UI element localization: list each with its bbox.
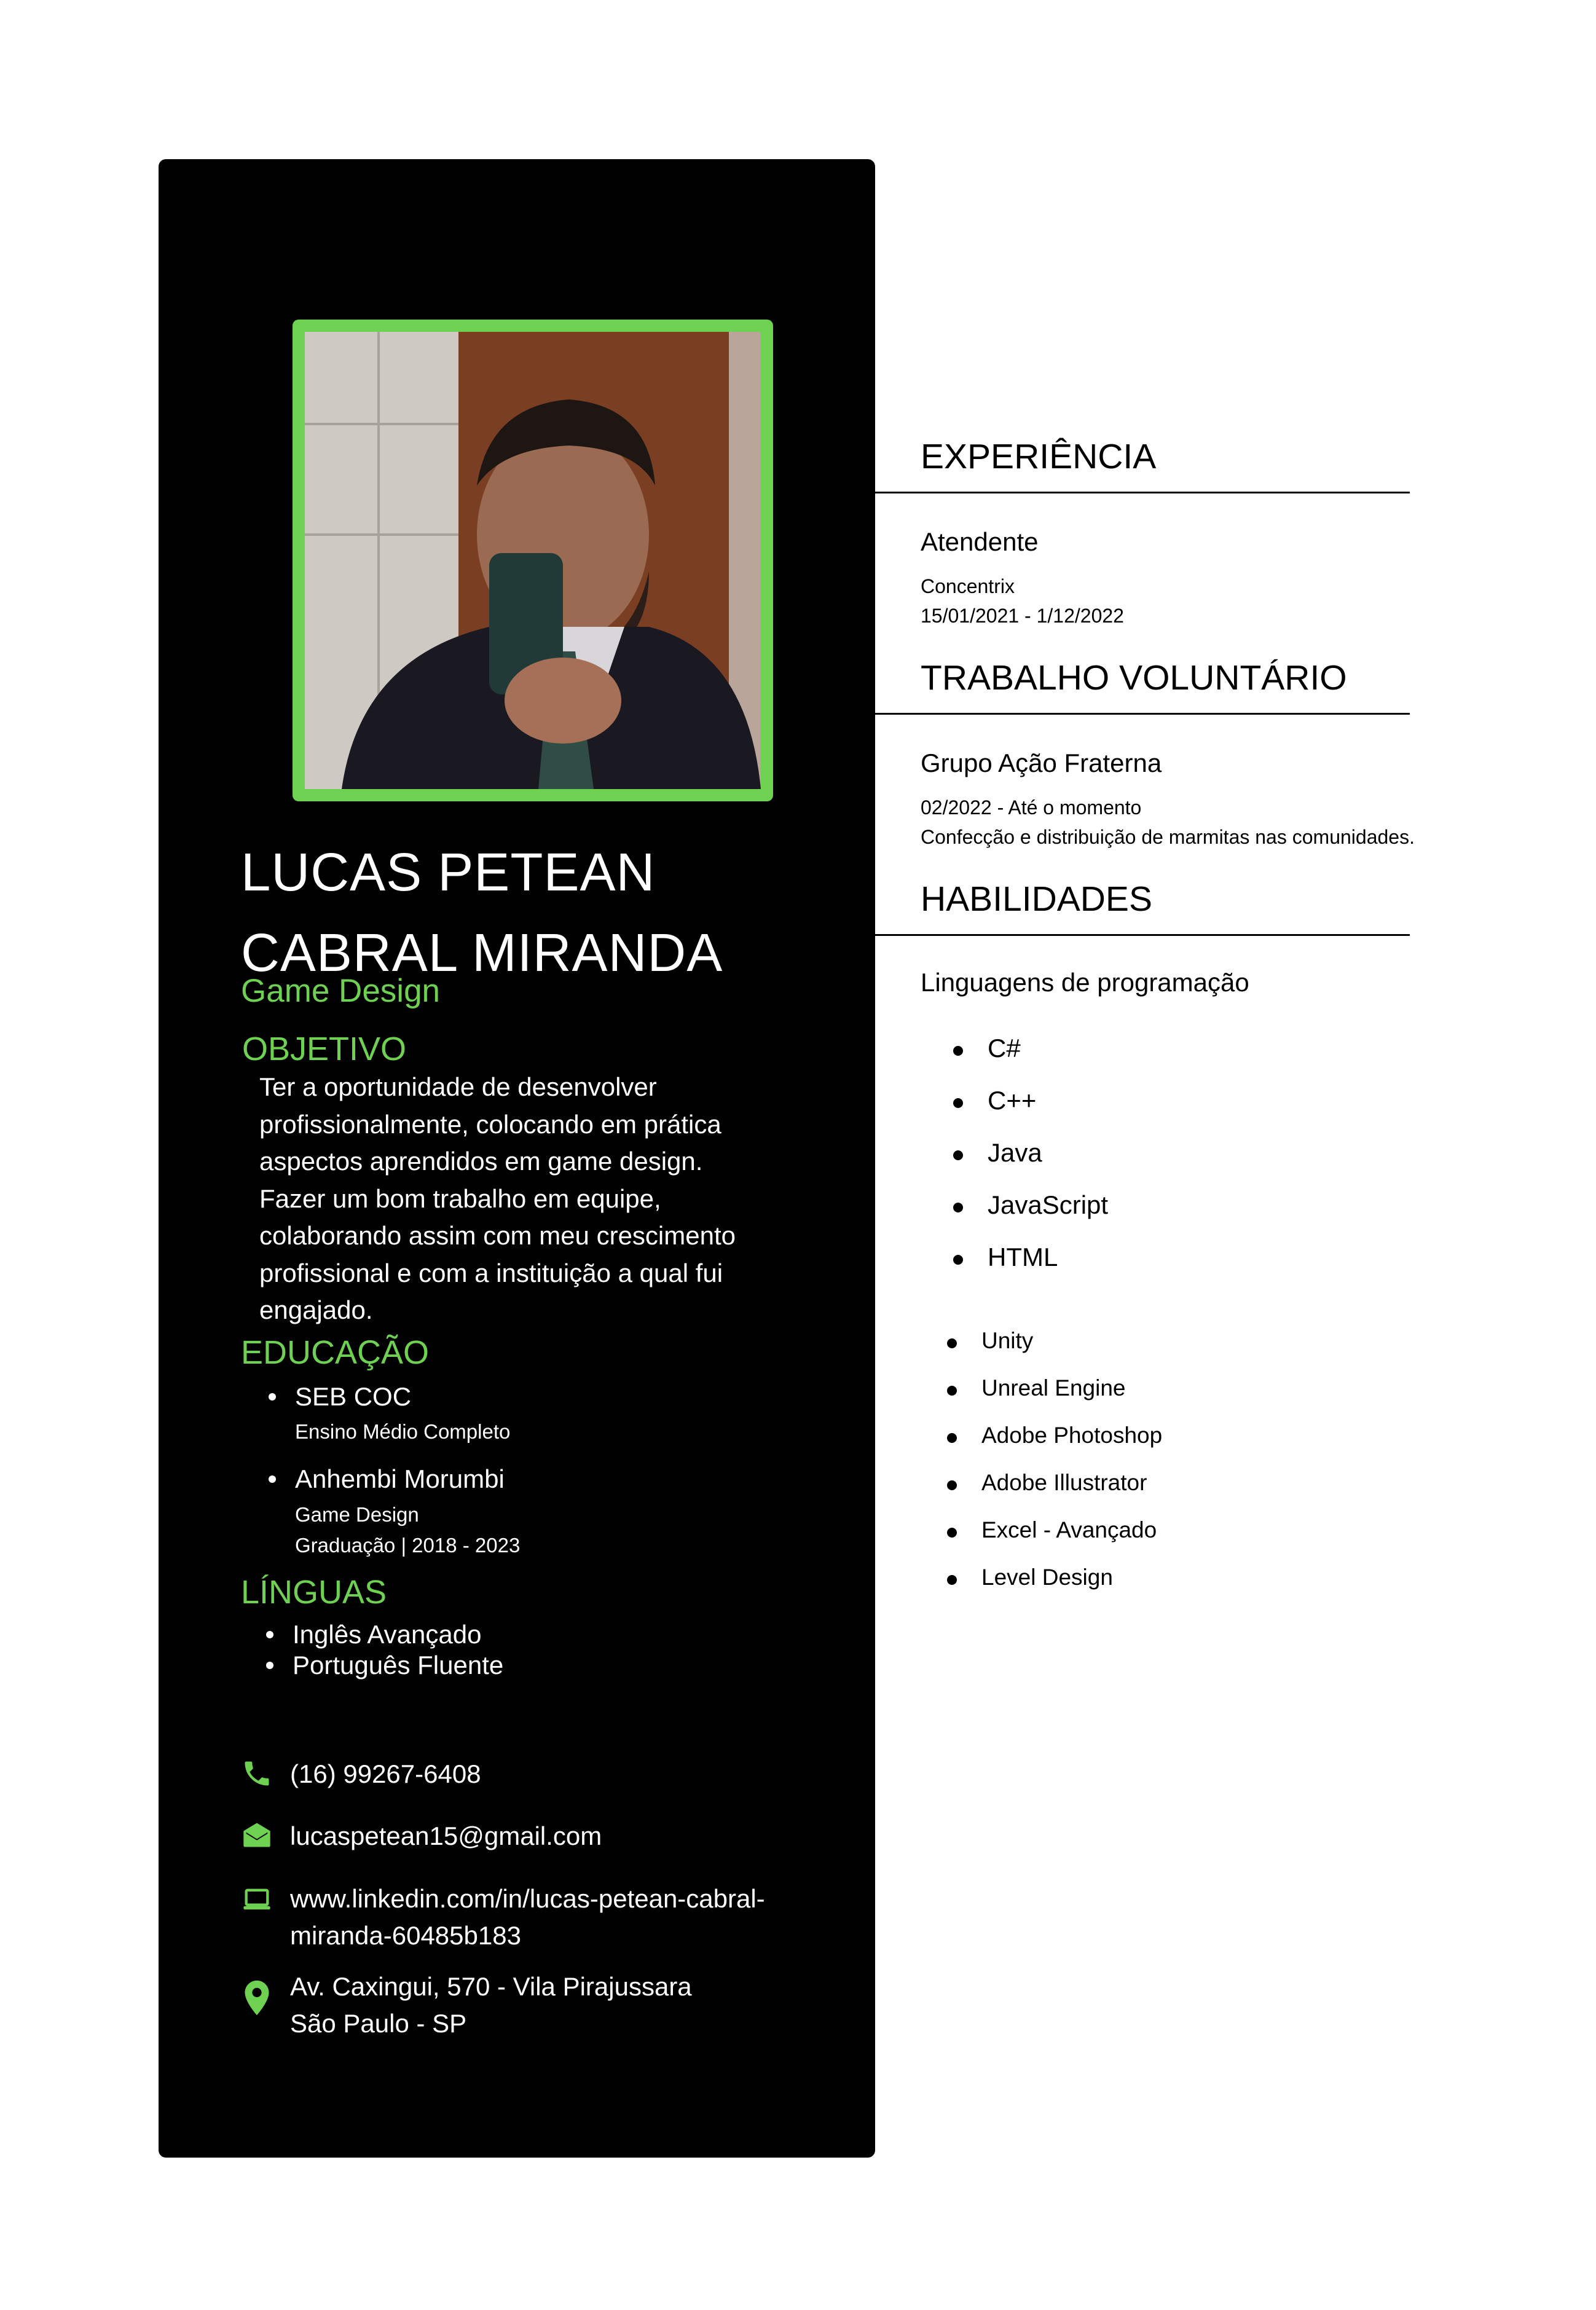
volunteer-dates: 02/2022 - Até o momento [921,796,1142,819]
skill-tool-item: Unity [981,1328,1034,1353]
education-item-school: SEB COC [295,1382,412,1411]
phone-icon [241,1758,273,1789]
education-heading: EDUCAÇÃO [241,1334,430,1371]
skill-tool-item: Unreal Engine [981,1375,1126,1401]
profile-photo-illustration [305,332,761,789]
languages-heading: LÍNGUAS [241,1574,387,1611]
experience-dates: 15/01/2021 - 1/12/2022 [921,605,1124,627]
name-line-2: CABRAL MIRANDA [241,923,723,983]
skill-language-item: JavaScript [988,1190,1109,1219]
linkedin-text-line-1[interactable]: www.linkedin.com/in/lucas-petean-cabral- [290,1884,765,1913]
laptop-icon [241,1884,273,1915]
volunteer-heading: TRABALHO VOLUNTÁRIO [921,658,1347,697]
linkedin-text-line-2[interactable]: miranda-60485b183 [290,1921,521,1950]
phone-text[interactable]: (16) 99267-6408 [290,1759,481,1788]
address-line-1: Av. Caxingui, 570 - Vila Pirajussara [290,1972,692,2001]
experience-divider [875,492,1410,493]
profile-photo [305,332,761,789]
experience-heading: EXPERIÊNCIA [921,437,1157,476]
name-line-1: LUCAS PETEAN [241,843,656,902]
skills-heading: HABILIDADES [921,879,1152,919]
education-item-detail: Game Design [295,1503,419,1526]
education-item-detail: Graduação | 2018 - 2023 [295,1534,521,1557]
volunteer-description: Confecção e distribuição de marmitas nas comunidades. [921,826,1415,848]
language-item: Português Fluente [293,1651,504,1679]
volunteer-divider [875,713,1410,715]
skill-tool-item: Level Design [981,1565,1113,1590]
language-item: Inglês Avançado [293,1620,482,1649]
skill-language-item: HTML [988,1243,1058,1271]
experience-company: Concentrix [921,575,1015,597]
skill-language-item: C++ [988,1086,1037,1115]
email-icon [241,1819,273,1851]
skill-language-item: Java [988,1138,1042,1167]
objective-text: Ter a oportunidade de desenvolver profissionalmente, colocando em prática aspectos aprendidos em game design. Fazer um bom trabalho em equipe, colaborando assim com meu crescimento profissional e com a instituição a qual fui engajado. [259,1072,736,1324]
education-item-detail: Ensino Médio Completo [295,1420,511,1443]
skills-divider [875,934,1410,936]
skills-subtitle: Linguagens de programação [921,968,1249,997]
experience-job-title: Atendente [921,527,1039,556]
role-title: Game Design [241,973,441,1009]
skill-tool-item: Adobe Illustrator [981,1470,1147,1495]
profile-photo-frame [293,320,773,801]
education-item-school: Anhembi Morumbi [295,1464,505,1493]
volunteer-org: Grupo Ação Fraterna [921,748,1162,777]
skill-language-item: C# [988,1034,1021,1063]
address-line-2: São Paulo - SP [290,2009,467,2038]
objective-heading: OBJETIVO [242,1031,407,1067]
email-text[interactable]: lucaspetean15@gmail.com [290,1821,602,1850]
skill-tool-item: Adobe Photoshop [981,1423,1163,1448]
location-pin-icon [241,1979,273,2017]
skill-tool-item: Excel - Avançado [981,1517,1157,1542]
